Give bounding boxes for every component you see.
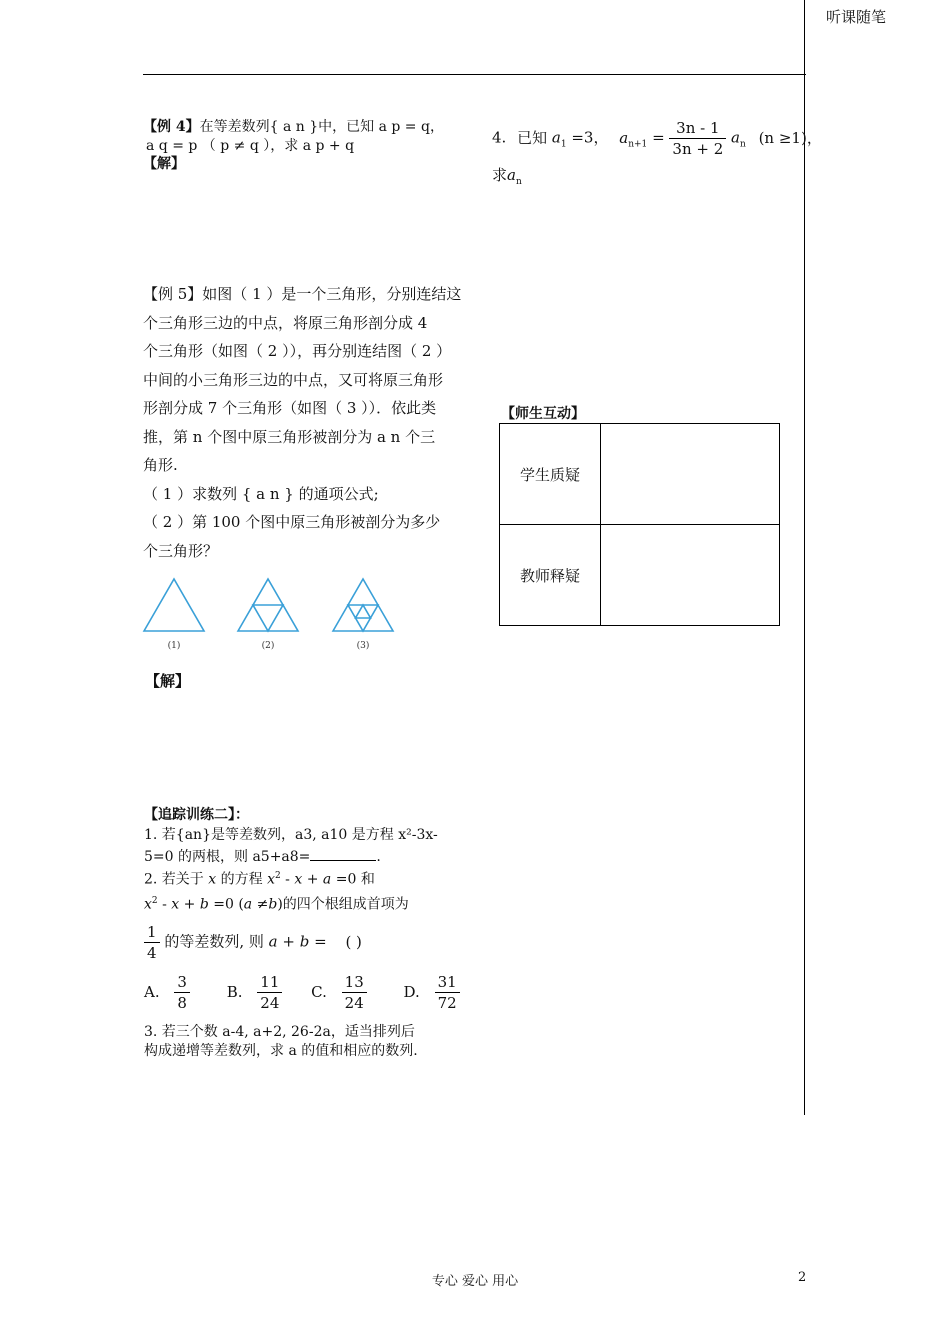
header-horizontal-rule bbox=[143, 74, 806, 75]
example5-line: 角形. bbox=[143, 456, 178, 474]
tracking-q1-line2: 5=0 的两根，则 a5+a8= . bbox=[144, 846, 381, 866]
answer-blank[interactable] bbox=[310, 846, 376, 861]
example4-solve: 【解】 bbox=[143, 156, 185, 172]
fig-label-1: (1) bbox=[167, 641, 181, 651]
table-row bbox=[500, 525, 780, 626]
example5-line: 【例 5】如图（ 1 ）是一个三角形，分别连结这 bbox=[143, 285, 462, 303]
tracking-q3-line2: 构成递增等差数列，求 a 的值和相应的数列. bbox=[144, 1043, 418, 1059]
example4-tag: 【例 4】 bbox=[143, 119, 200, 135]
fig-label-3: (3) bbox=[356, 641, 370, 651]
example5-line: 形剖分成 7 个三角形（如图（ 3 ））．依此类 bbox=[143, 399, 437, 417]
side-note-label: 听课随笔 bbox=[826, 8, 887, 26]
option-a[interactable]: A. $\frac{3}{8}$ bbox=[144, 983, 195, 1001]
example5-block bbox=[143, 280, 473, 565]
problem4-ask: 求$a_n$ bbox=[492, 166, 522, 187]
tracking-q2-line1: 2. 若关于 x 的方程 $x^2 - x + a =0$ 和 bbox=[144, 871, 375, 888]
page-number: 2 bbox=[798, 1270, 807, 1285]
example5-line: （ 2 ）第 100 个图中原三角形被剖分为多少 bbox=[143, 513, 441, 531]
tracking-q2-options bbox=[144, 972, 460, 1013]
margin-vertical-rule bbox=[804, 0, 805, 1115]
problem4-fraction: $\frac{3n - 1}{3n + 2}$ bbox=[669, 118, 726, 159]
example4-line1: 【例 4】在等差数列{ a n }中，已知 a p = q， bbox=[143, 119, 444, 135]
triangle-figures bbox=[140, 574, 402, 656]
tracking-q2-line2: $x^2 - x + b =0$ (a ≠b)的四个根组成首项为 bbox=[144, 896, 409, 913]
example5-line: 个三角形？ bbox=[143, 541, 219, 560]
example4-line2: a q = p （ p ≠ q ），求 a p + q bbox=[146, 138, 355, 154]
example5-line: （ 1 ）求数列 { a n } 的通项公式; bbox=[143, 484, 379, 503]
triangle-figure-3 bbox=[333, 579, 393, 631]
option-d[interactable]: D. $\frac{31}{72}$ bbox=[404, 983, 460, 1001]
option-c[interactable]: C. $\frac{13}{24}$ bbox=[311, 983, 371, 1001]
interaction-answer-cell[interactable] bbox=[601, 525, 780, 626]
interaction-table bbox=[499, 423, 780, 626]
example5-solve: 【解】 bbox=[145, 672, 191, 690]
table-row bbox=[500, 424, 780, 525]
triangle-figure-1 bbox=[144, 579, 204, 631]
interaction-title: 【师生互动】 bbox=[501, 406, 585, 422]
interaction-label: 学生质疑 bbox=[500, 424, 601, 525]
example5-line: 推，第 n 个图中原三角形被剖分为 a n 个三 bbox=[143, 427, 436, 446]
page-footer: 专心 爱心 用心 bbox=[431, 1274, 519, 1289]
example5-line: 中间的小三角形三边的中点，又可将原三角形 bbox=[143, 370, 444, 389]
option-b[interactable]: B. $\frac{11}{24}$ bbox=[227, 983, 287, 1001]
tracking-q2-line3: $\frac{1}{4}$ 的等差数列, 则 a + b = ( ) bbox=[144, 922, 362, 963]
example5-line: 个三角形三边的中点，将原三角形剖分成 4 bbox=[143, 313, 428, 332]
problem4-line1: 4. 已知 $a_1 =3$， $a_{n+1}$ = $\frac{3n - 1}{3n + 2}$ $a_n$ (n ≥1)， bbox=[492, 119, 822, 158]
example5-line: 个三角形（如图（ 2 ）），再分别连结图（ 2 ） bbox=[143, 342, 452, 360]
tracking-q3-line1: 3. 若三个数 a-4, a+2, 26-2a，适当排列后 bbox=[144, 1024, 415, 1040]
fig-label-2: (2) bbox=[261, 641, 275, 651]
triangle-figure-2 bbox=[238, 579, 298, 631]
interaction-label: 教师释疑 bbox=[500, 525, 601, 626]
tracking-q1-line1: 1. 若{an}是等差数列，a3, a10 是方程 x²-3x- bbox=[144, 827, 438, 843]
tracking-title: 【追踪训练二】： bbox=[144, 807, 249, 823]
interaction-answer-cell[interactable] bbox=[601, 424, 780, 525]
